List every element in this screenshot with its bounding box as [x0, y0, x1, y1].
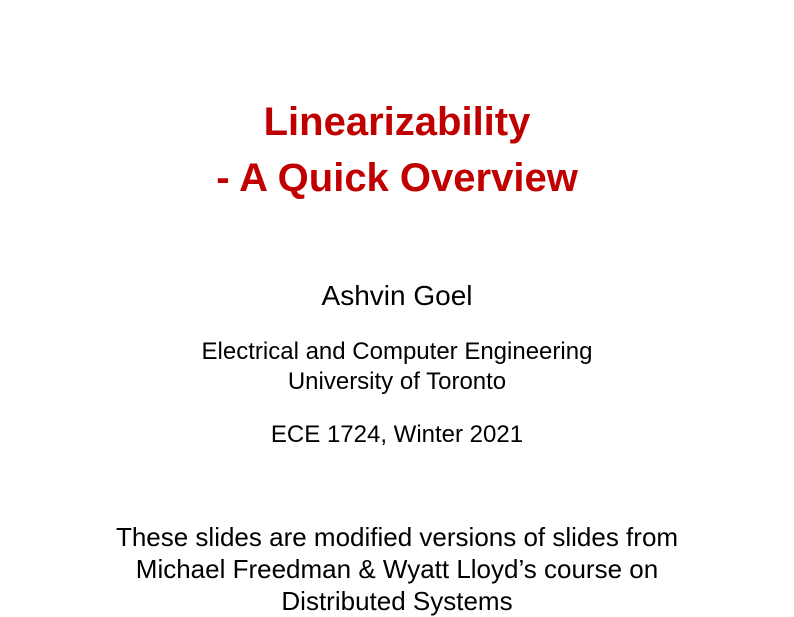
slide-title-line-2: - A Quick Overview: [216, 156, 578, 200]
credit-line-1: These slides are modified versions of slides from: [115, 522, 679, 552]
author-name: Ashvin Goel: [321, 280, 473, 311]
affiliation-department: Electrical and Computer Engineering: [201, 338, 593, 365]
credit-line-2: Michael Freedman & Wyatt Lloyd’s course on: [135, 554, 659, 584]
credit-line-3: Distributed Systems: [281, 586, 513, 616]
slide-title-line-1: Linearizability: [263, 100, 531, 144]
affiliation-university: University of Toronto: [287, 368, 507, 395]
course-info: ECE 1724, Winter 2021: [270, 421, 524, 448]
